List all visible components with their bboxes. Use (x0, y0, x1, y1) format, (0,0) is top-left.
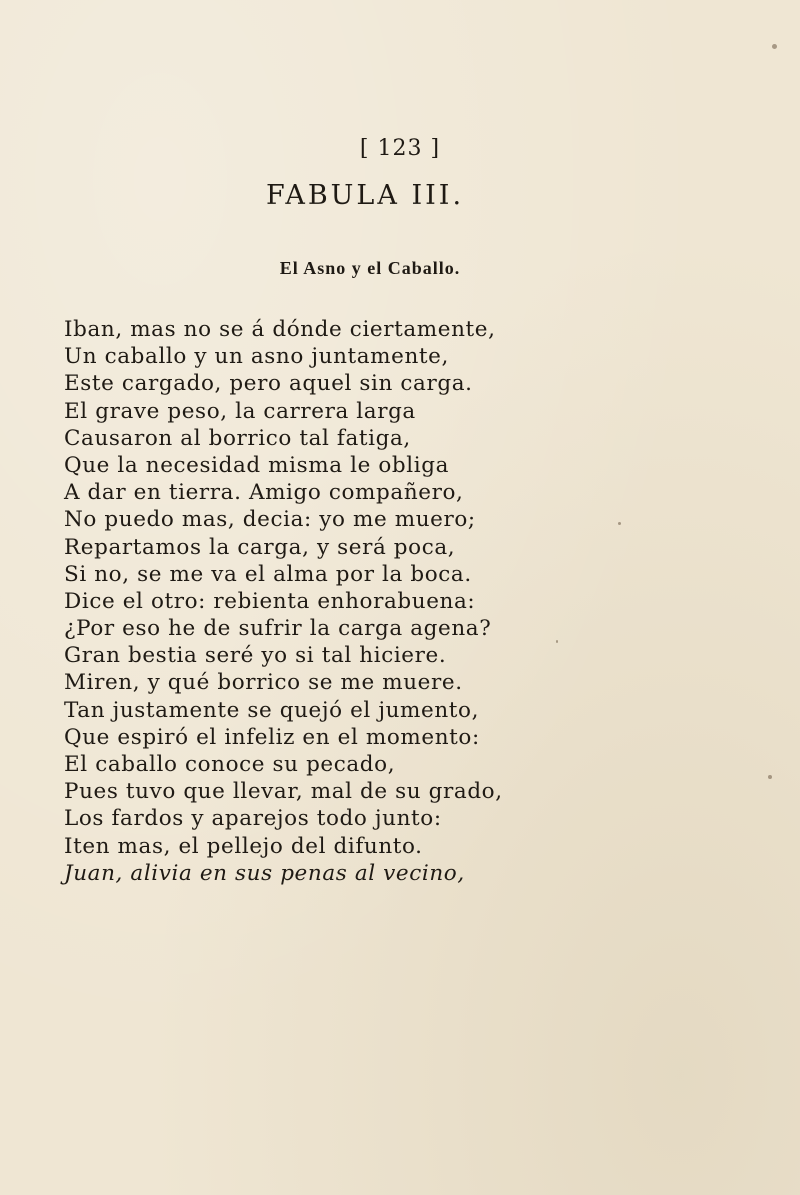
verse-line: Un caballo y un asno juntamente, (64, 344, 449, 370)
verse-line: Este cargado, pero aquel sin carga. (64, 371, 473, 397)
verse-line: Los fardos y aparejos todo junto: (64, 806, 442, 832)
verse-line: El caballo conoce su pecado, (64, 752, 396, 777)
poem-verses (64, 316, 664, 887)
verse-line: Miren, y qué borrico se me muere. (64, 670, 463, 696)
verse-line: Iban, mas no se á dónde ciertamente, (64, 317, 496, 342)
paper-spot (768, 775, 772, 779)
verse-line: Iten mas, el pellejo del difunto. (64, 833, 423, 859)
verse-line: Pues tuvo que llevar, mal de su grado, (64, 779, 503, 805)
moral-line: Juan, alivia en sus penas al vecino, (64, 860, 465, 886)
verse-line: Dice el otro: rebienta enhorabuena: (64, 588, 476, 614)
page-number: [ 123 ] (359, 136, 441, 161)
verse-line: Si no, se me va el alma por la boca. (64, 561, 472, 587)
verse-line: Tan justamente se quejó el jumento, (64, 697, 480, 723)
verse-line: A dar en tierra. Amigo compañero, (64, 480, 464, 506)
verse-line: Que espiró el infeliz en el momento: (64, 724, 480, 750)
verse-line: Causaron al borrico tal fatiga, (64, 425, 411, 451)
fable-title: FABULA III. (265, 180, 465, 211)
verse-line: Gran bestia seré yo si tal hiciere. (64, 643, 447, 669)
verse-line: No puedo mas, decia: yo me muero; (64, 507, 476, 533)
verse-line: Que la necesidad misma le obliga (64, 452, 449, 478)
verse-line: El grave peso, la carrera larga (64, 398, 416, 424)
verse-line: Repartamos la carga, y será poca, (64, 534, 456, 560)
paper-spot (772, 44, 777, 49)
fable-subtitle: El Asno y el Caballo. (279, 258, 461, 278)
verse-line: ¿Por eso he de sufrir la carga agena? (64, 616, 492, 642)
